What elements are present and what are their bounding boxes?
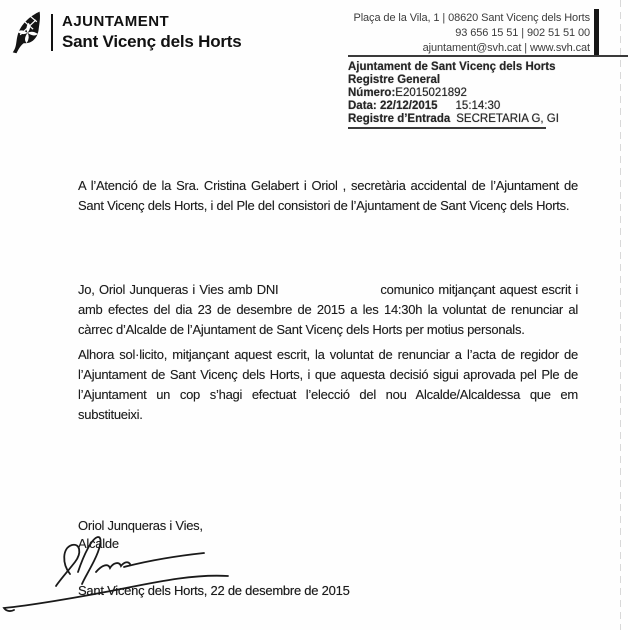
letterhead-accent-bar <box>594 9 599 55</box>
stamp-date-value: 22/12/2015 <box>379 100 438 112</box>
stamp-underline <box>348 127 546 129</box>
stamp-number-label: Número: <box>348 87 396 99</box>
stamp-entry-value: SECRETARIA G, GI <box>456 113 559 125</box>
org-name-line1: AJUNTAMENT <box>62 13 170 30</box>
paragraph2-body: comunico mitjançant aquest escrit i amb efectes del dia 23 de desembre de 2015 a les 14:30h la voluntat de renunciar al càrrec d’Alcalde de l’Ajuntament de Sant Vicenç dels Horts per motius personals. <box>78 282 578 337</box>
paragraph-resignation-mayor <box>78 280 578 340</box>
stamp-entry-label: Registre d’Entrada <box>348 113 451 125</box>
scan-artifact-line <box>620 0 621 630</box>
municipal-feather-emblem-icon <box>10 9 47 55</box>
logo-divider <box>51 14 53 51</box>
place-date-line: Sant Vicenç dels Horts, 22 de desembre de 2015 <box>78 583 350 598</box>
org-name-line2: Sant Vicenç dels Horts <box>62 32 242 51</box>
signatory-title: Alcalde <box>78 536 119 551</box>
stamp-registry-line: Registre General <box>348 74 441 86</box>
stamp-time-value: 15:14:30 <box>455 100 501 112</box>
letterhead-address <box>353 11 590 56</box>
paragraph-attention: A l’Atenció de la Sra. Cristina Gelabert i Oriol , secretària accidental de l’Ajuntament de Sant Vicenç dels Horts, i del Ple del consistori de l’Ajuntament de Sant Vicenç dels Horts. <box>78 178 578 213</box>
stamp-date-label: Data: <box>348 100 377 112</box>
signatory-name: Oriol Junqueras i Vies, <box>78 518 203 533</box>
stamp-org-line: Ajuntament de Sant Vicenç dels Horts <box>348 61 556 73</box>
stamp-date-line <box>348 100 628 113</box>
stamp-number-value: E2015021892 <box>395 87 467 99</box>
paragraph-resignation-councillor: Alhora sol·licito, mitjançant aquest escrit, la voluntat de renunciar a l’acta de regidor de l’Ajuntament de Sant Vicenç dels Horts, i que aquesta decisió sigui aprovada pel Ple de l’Ajuntament un cop s’hagi efectuat l’elecció del nou Alcalde/Alcaldessa que em substitueixi. <box>78 347 578 422</box>
handwritten-signature-icon <box>0 536 236 622</box>
stamp-number-line <box>348 87 628 100</box>
address-line-street: Plaça de la Vila, 1 | 08620 Sant Vicenç dels Horts <box>353 12 590 24</box>
address-line-web: ajuntament@svh.cat | www.svh.cat <box>422 42 590 54</box>
letterhead-logo <box>10 9 242 55</box>
paragraph2-intro: Jo, Oriol Junqueras i Vies amb DNI <box>78 282 279 297</box>
logo-text <box>62 12 242 52</box>
registry-stamp <box>348 55 628 129</box>
address-line-phones: 93 656 15 51 | 902 51 51 00 <box>455 27 590 39</box>
stamp-entry-line <box>348 113 628 126</box>
